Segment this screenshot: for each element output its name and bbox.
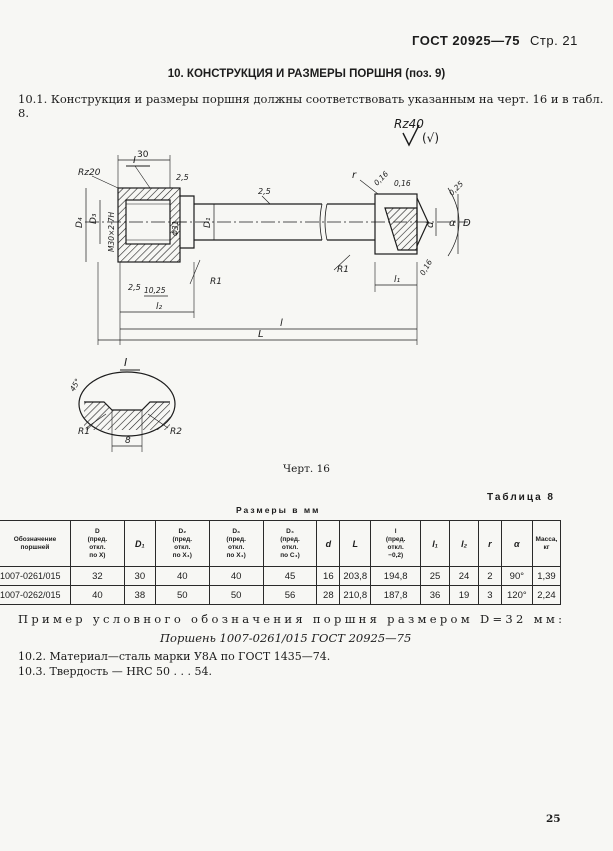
table-cell: 194,8 [371,567,421,586]
col-header: Масса, кг [532,521,560,567]
alpha-label: α [449,218,456,229]
marker-I: I [133,155,136,166]
L-label: L [258,329,264,340]
dim-8-label: 8 [125,436,131,446]
l1-label: l₁ [394,275,401,285]
d4-label: D₄ [75,217,85,228]
table-cell: 1,39 [532,567,560,586]
table-row [0,586,561,605]
phi31-label: Φ31 [171,220,180,236]
col-header: Обозначение поршней [0,521,70,567]
designation-value: Поршень 1007-0261/015 ГОСТ 20925—75 [160,631,412,645]
thread-label: M30×2-7H [107,211,116,252]
table-cell: 45 [263,567,317,586]
detail-I-label: I [124,356,128,369]
figure-caption: Черт. 16 [283,463,330,475]
dimensions-table [0,520,561,605]
table-label: Таблица 8 [486,492,555,503]
col-header: D₁ [124,521,155,567]
finish-label: 0,16 [417,258,435,277]
standard-code: ГОСТ 20925—75 [412,33,521,48]
col-header: α [501,521,532,567]
r1-label: R1 [210,277,222,287]
dim-30: 30 [137,150,149,160]
table-row [0,567,561,586]
roughness-paren: (√) [422,131,440,145]
paragraph-10-2: 10.2. Материал—сталь марки У8А по ГОСТ 1435—74. [18,650,331,663]
finish-label: 0,16 [372,169,391,188]
d1-label: D₁ [203,217,213,228]
col-header: l₂ [450,521,479,567]
table-cell: 1007-0261/015 [0,567,70,586]
piston-drawing [0,110,613,460]
chamfer-label: 2,5 [176,173,189,182]
table-cell: 3 [479,586,502,605]
table-cell: 24 [450,567,479,586]
col-header: d [317,521,340,567]
table-cell: 187,8 [371,586,421,605]
l-label: l [280,318,283,329]
table-cell: 50 [209,586,263,605]
table-cell: 25 [421,567,450,586]
d-label: d [425,221,436,228]
designation-example: Пример условного обозначения поршня размером D=32 мм: [18,612,566,626]
finish-label: 0,16 [394,179,411,188]
col-header: L [340,521,371,567]
table-cell: 28 [317,586,340,605]
angle-45-label: 45° [67,376,83,393]
table-cell: 90° [501,567,532,586]
table-units: Размеры в мм [236,505,321,515]
table-cell: 210,8 [340,586,371,605]
page-label: Стр. 21 [530,33,578,48]
table-cell: 1007-0262/015 [0,586,70,605]
table-cell: 30 [124,567,155,586]
rz20-label: Rz20 [78,168,101,178]
roughness-mark: Rz40 [394,117,424,131]
r1-label: R1 [337,265,349,275]
table-cell: 40 [155,567,209,586]
col-header: D₃ (пред. откл. по X₄) [209,521,263,567]
col-header: r [479,521,502,567]
dim-10-label: 10,25 [144,286,166,295]
table-cell: 38 [124,586,155,605]
table-cell: 40 [209,567,263,586]
r2-label: R2 [170,427,182,437]
table-cell: 32 [70,567,124,586]
page-number: 25 [546,813,561,825]
col-header: D (пред. откл. по X) [70,521,124,567]
table-cell: 2 [479,567,502,586]
table-cell: 2,24 [532,586,560,605]
chamfer-label: 2,5 [128,283,141,292]
page-header [412,33,578,48]
table-cell: 56 [263,586,317,605]
D-label: D [463,218,471,229]
table-cell: 40 [70,586,124,605]
table-cell: 19 [450,586,479,605]
r-label: r [352,170,357,181]
col-header: D₄ (пред. откл. по C₄) [263,521,317,567]
table-header-row [0,521,561,567]
paragraph-10-1: 10.1. Конструкция и размеры поршня должны соответствовать указанным на черт. 16 и в табл. 8. [18,92,604,120]
table-cell: 50 [155,586,209,605]
r1-label: R1 [78,427,90,437]
table-cell: 120° [501,586,532,605]
section-title: 10. КОНСТРУКЦИЯ И РАЗМЕРЫ ПОРШНЯ (поз. 9) [167,68,446,80]
table-cell: 36 [421,586,450,605]
l2-label: l₂ [156,302,163,312]
d3-label: D₃ [89,213,99,224]
paragraph-10-3: 10.3. Твердость — HRC 50 . . . 54. [18,665,212,678]
col-header: l₁ [421,521,450,567]
col-header: l (пред. откл. −0,2) [371,521,421,567]
finish-label: 0,25 [447,179,466,198]
chamfer-label: 2,5 [258,187,271,196]
table-cell: 16 [317,567,340,586]
table-cell: 203,8 [340,567,371,586]
col-header: D₂ (пред. откл. по X₄) [155,521,209,567]
